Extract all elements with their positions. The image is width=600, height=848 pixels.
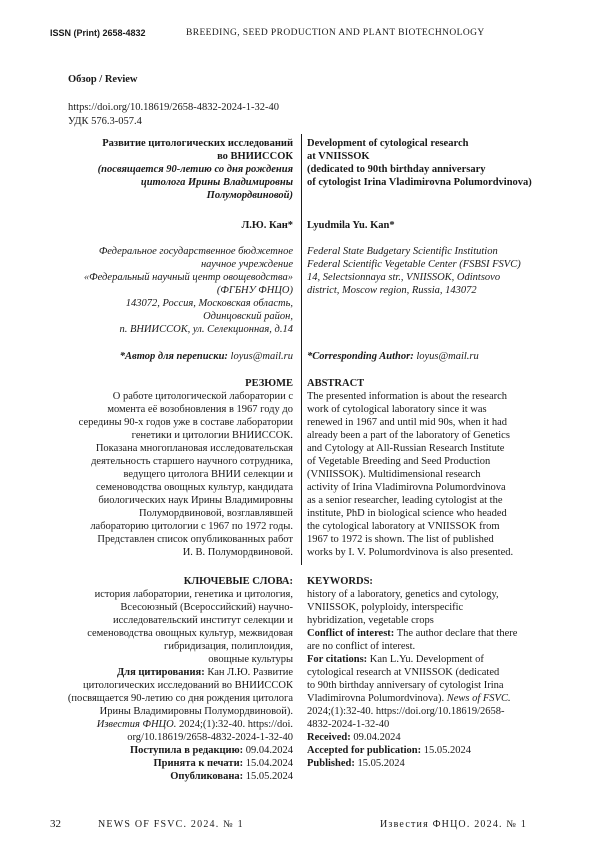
udc: УДК 576.3-057.4 — [68, 115, 142, 127]
en-abstract: ABSTRACT The presented information is about the research work of cytological laboratory since it was renewed in 1967 and until mid 90s, when it had already been a part of the laboratory of Genetics and Cytology at All-Russian Research Institute of Vegetable Breeding and Seed Production (VNIISSOK). Multidimensional research activity of Irina Vladimirovna Polumordvinova as a senior researcher, leading cytologist at the institute, PhD in biological science who headed the cytological laboratory at VNIISSOK from 1967 to 1972 is shown. The list of published works by I. V. Polumordvinova is also presented. — [307, 378, 514, 558]
ru-keywords: КЛЮЧЕВЫЕ СЛОВА: история лаборатории, генетика и цитология, Всесоюзный (Всероссийский) научно- исследовательский институт селекции и семеноводства овощных культур, межвидовая гибридизация, полиплоидия, овощные культуры — [87, 576, 293, 665]
en-keywords-heading: KEYWORDS: — [307, 576, 373, 587]
ru-corresponding: *Автор для переписки: loyus@mail.ru — [119, 351, 293, 362]
ru-subtitle-line: (посвящается 90-летию со дня рождения — [97, 164, 293, 175]
ru-author: Л.Ю. Кан* — [241, 220, 293, 231]
section-label: Обзор / Review — [68, 74, 138, 85]
column-divider — [301, 134, 302, 565]
en-author: Lyudmila Yu. Kan* — [307, 220, 395, 231]
ru-subtitle-line: Полумордвиновой) — [206, 190, 293, 201]
en-citation: For citations: Kan L.Yu. Development of cytological research at VNIISSOK (dedicated to 90th birthday anniversary of cytologist Irina Vladimirovna Polumordvinova). News of FSVC. 2024;(1):32-40. https://doi.org/10.18619/2658- 4832-2024-1-32-40 Received: 09.04.2024 Accepted for publication: 15.05.2024 Published: 15.05.2024 — [307, 654, 511, 769]
page-number: 32 — [50, 818, 61, 830]
footer-journal-ru: Известия ФНЦО. 2024. № 1 — [380, 819, 528, 830]
ru-title-line: Развитие цитологических исследований — [102, 138, 293, 149]
doi-link[interactable]: https://doi.org/10.18619/2658-4832-2024-1-32-40 — [68, 102, 279, 113]
ru-title — [98, 137, 293, 202]
ru-abstract: РЕЗЮМЕ О работе цитологической лаборатории с момента её возобновления в 1967 году до середины 90-х годов уже в составе лаборатории генетики и цитологии ВНИИССОК. Показана многоплановая исследовательская деятельность старшего научного сотрудника, ведущего цитолога ВНИИ селекции и семеноводства овощных культур, кандидата биологических наук Ирины Владимировны Полумордвиновой, возглавлявшей лабораторию цитологии с 1967 по 1972 годы. Представлен список опубликованных работ И. В. Полумордвиновой. — [78, 378, 293, 558]
doi-block — [68, 101, 279, 128]
ru-title-line: во ВНИИССОК — [217, 151, 293, 162]
ru-abstract-heading: РЕЗЮМЕ — [245, 378, 293, 389]
en-keywords: KEYWORDS: history of a laboratory, genetics and cytology, VNIISSOK, polyploidy, interspecific hybridization, vegetable crops Conflict of interest: The author declare that there are no conflict of interest. — [307, 576, 518, 652]
issn: ISSN (Print) 2658-4832 — [50, 28, 146, 38]
ru-subtitle-line: цитолога Ирины Владимировны — [140, 177, 293, 188]
en-email-link[interactable]: loyus@mail.ru — [416, 351, 479, 362]
journal-running-title: BREEDING, SEED PRODUCTION AND PLANT BIOTECHNOLOGY — [186, 28, 485, 38]
en-title: Development of cytological research at VNIISSOK (dedicated to 90th birthday anniversary of cytologist Irina Vladimirovna Polumordvinova) — [307, 138, 532, 188]
ru-keywords-heading: КЛЮЧЕВЫЕ СЛОВА: — [183, 576, 293, 587]
en-affiliation: Federal State Budgetary Scientific Institution Federal Scientific Vegetable Center (FSBSI FSVC) 14, Selectsionnaya str., VNIISSOK, Odintsovo district, Moscow region, Russia, 143072 — [307, 246, 521, 296]
ru-citation: Для цитирования: Кан Л.Ю. Развитие цитологических исследований во ВНИИССОК (посвящается 90-летию со дня рождения цитолога Ирины Владимировны Полумордвиновой). Известия ФНЦО. 2024;(1):32-40. https://doi. org/10.18619/2658-4832-2024-1-32-40 Поступила в редакцию: 09.04.2024 Принята к печати: 15.04.2024 Опубликована: 15.05.2024 — [67, 667, 293, 782]
ru-citation-doi[interactable]: org/10.18619/2658-4832-2024-1-32-40 — [127, 732, 293, 743]
en-citation-doi[interactable]: 2024;(1):32-40. https://doi.org/10.18619/2658- — [307, 706, 505, 717]
en-corresponding: *Corresponding Author: loyus@mail.ru — [307, 351, 479, 362]
ru-affiliation: Федеральное государственное бюджетное научное учреждение «Федеральный научный центр овощеводства» (ФГБНУ ФНЦО) 143072, Россия, Московская область, Одинцовский район, п. ВНИИССОК, ул. Селекционная, д.14 — [83, 246, 293, 335]
footer-journal-en: NEWS OF FSVC. 2024. № 1 — [98, 819, 244, 830]
ru-email-link[interactable]: loyus@mail.ru — [230, 351, 293, 362]
en-abstract-heading: ABSTRACT — [307, 378, 365, 389]
